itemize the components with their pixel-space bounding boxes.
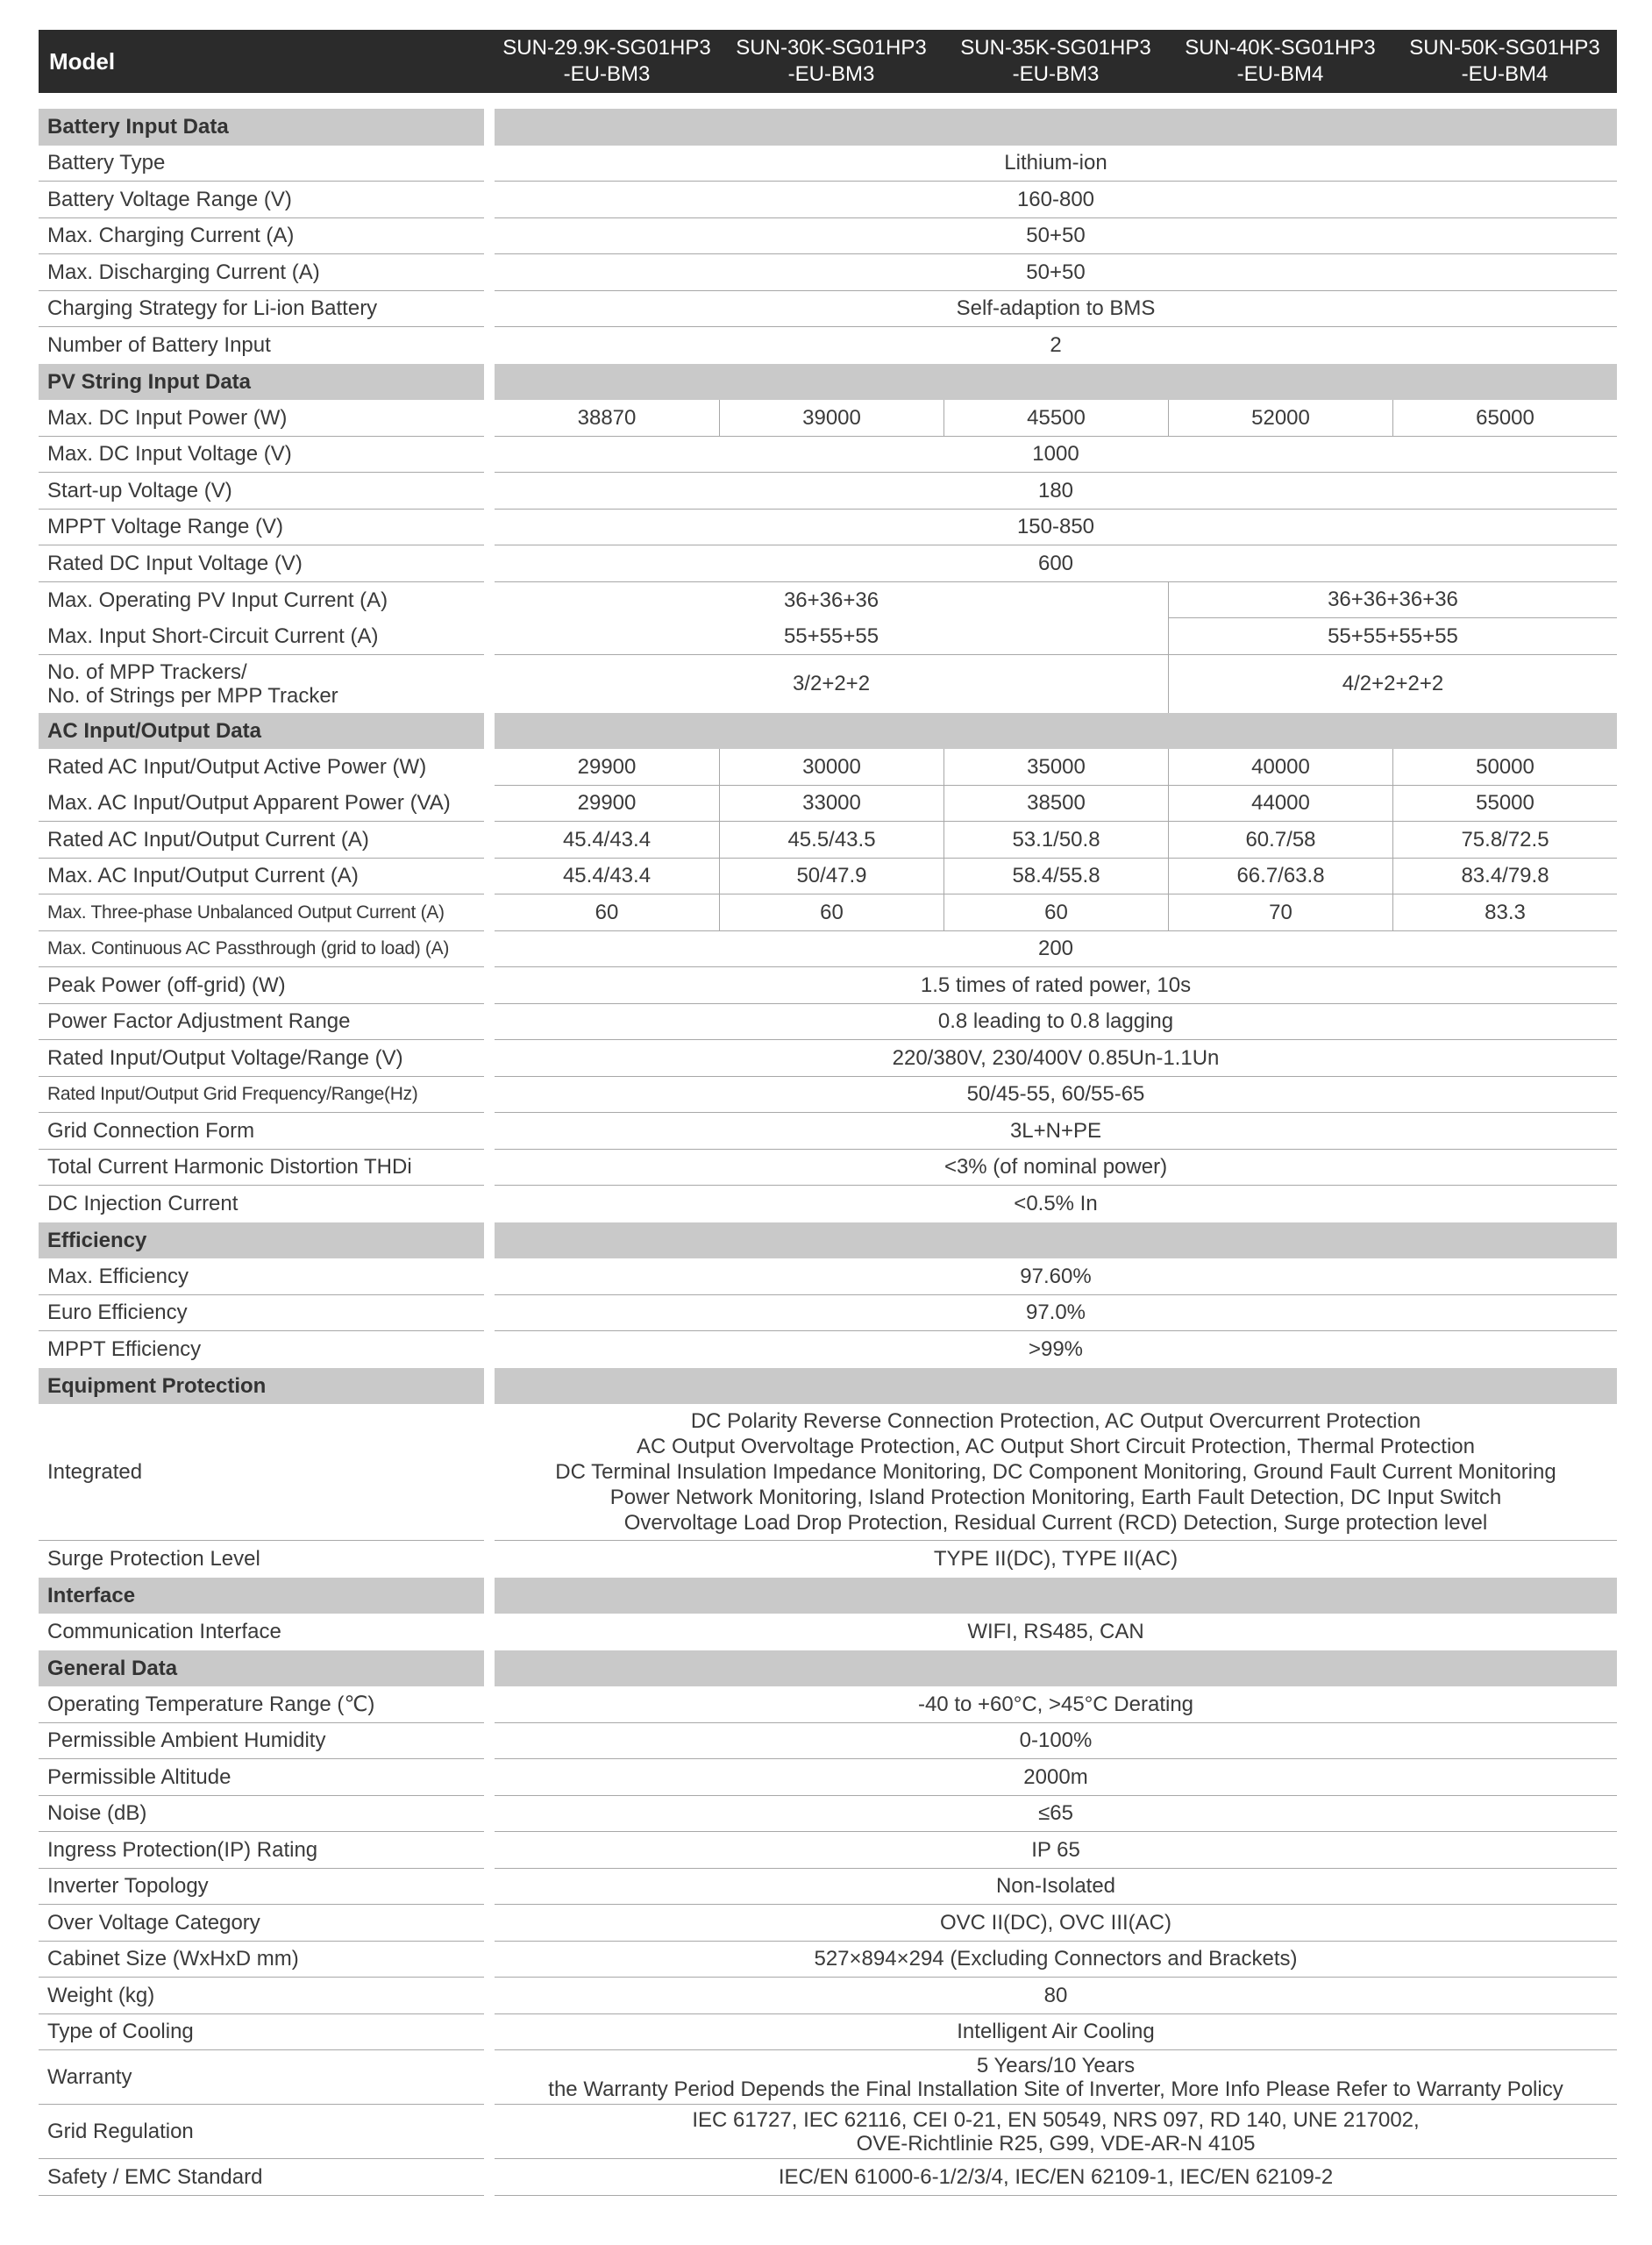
row-label: Grid Connection Form	[39, 1113, 484, 1150]
cell-value: 45.4/43.4	[495, 859, 719, 895]
row-value: Intelligent Air Cooling	[495, 2014, 1617, 2051]
spec-row	[39, 545, 1617, 582]
model-header-4: SUN-40K-SG01HP3 -EU-BM4	[1168, 30, 1392, 93]
section-ac	[39, 713, 1617, 750]
spec-row	[39, 400, 1617, 437]
cell-value: 75.8/72.5	[1392, 822, 1617, 859]
row-value: 150-850	[495, 510, 1617, 546]
row-label: Max. Input Short-Circuit Current (A)	[39, 618, 484, 655]
row-label: Number of Battery Input	[47, 333, 271, 358]
cell-value: 39000	[719, 400, 943, 437]
spec-row	[39, 894, 1617, 931]
row-value: 527×894×294 (Excluding Connectors and Brackets)	[495, 1942, 1617, 1978]
model-header-2: SUN-30K-SG01HP3 -EU-BM3	[719, 30, 943, 93]
row-label: Integrated	[39, 1404, 484, 1541]
row-value: 2000m	[495, 1759, 1617, 1796]
row-value: 97.0%	[495, 1295, 1617, 1332]
spec-row	[39, 582, 1617, 619]
row-label: Peak Power (off-grid) (W)	[39, 967, 484, 1004]
row-value-multiline: 5 Years/10 Years the Warranty Period Depends the Final Installation Site of Inverter, More Info Please Refer to Warranty Policy	[495, 2050, 1617, 2105]
model-header-5: SUN-50K-SG01HP3 -EU-BM4	[1392, 30, 1617, 93]
row-label: Grid Regulation	[39, 2105, 484, 2159]
spec-row	[39, 786, 1617, 823]
cell-value: 60	[943, 894, 1168, 931]
row-value: 50+50	[495, 254, 1617, 291]
spec-row	[39, 1331, 1617, 1368]
model-header-1: SUN-29.9K-SG01HP3 -EU-BM3	[495, 30, 719, 93]
spec-row	[39, 437, 1617, 474]
cell-value: 30000	[719, 749, 943, 786]
section-bar	[495, 109, 1617, 146]
row-value: 180	[495, 473, 1617, 510]
row-label: Type of Cooling	[39, 2014, 484, 2051]
spec-row	[39, 473, 1617, 510]
spec-row	[39, 1614, 1617, 1650]
row-value: IP 65	[495, 1832, 1617, 1869]
row-label: Start-up Voltage (V)	[39, 473, 484, 510]
spec-row	[39, 2014, 1617, 2051]
section-title: PV String Input Data	[39, 364, 484, 401]
spec-row	[39, 2159, 1617, 2196]
spec-row	[39, 1905, 1617, 1942]
model-header-label: Model	[39, 30, 484, 93]
spec-row	[39, 1404, 1617, 1541]
cell-value: 35000	[943, 749, 1168, 786]
spec-row	[39, 1541, 1617, 1578]
cell-value: 50000	[1392, 749, 1617, 786]
row-label: Max. Continuous AC Passthrough (grid to load) (A)	[39, 931, 484, 968]
spec-row	[39, 1723, 1617, 1760]
group-value-b: 55+55+55+55	[1168, 618, 1617, 655]
row-value: 160-800	[495, 182, 1617, 218]
spec-row	[39, 1040, 1617, 1077]
row-label: Rated Input/Output Grid Frequency/Range(Hz)	[39, 1077, 484, 1114]
row-label: Max. Charging Current (A)	[39, 218, 484, 255]
cell-value: 55000	[1392, 786, 1617, 823]
section-bar	[495, 1368, 1617, 1405]
row-label: Ingress Protection(IP) Rating	[39, 1832, 484, 1869]
cell-value: 44000	[1168, 786, 1392, 823]
row-value: 50/45-55, 60/55-65	[495, 1077, 1617, 1114]
row-label: Weight (kg)	[39, 1978, 484, 2014]
spec-row	[39, 655, 1617, 713]
cell-value: 45.5/43.5	[719, 822, 943, 859]
row-label: Noise (dB)	[39, 1796, 484, 1833]
cell-value: 60	[495, 894, 719, 931]
section-bar	[495, 1650, 1617, 1687]
row-label: DC Injection Current	[47, 1192, 239, 1216]
row-label: Battery Type	[39, 146, 484, 182]
row-label: Over Voltage Category	[39, 1905, 484, 1942]
row-label: Safety / EMC Standard	[39, 2159, 484, 2196]
spec-row	[39, 254, 1617, 291]
spec-row	[39, 822, 1617, 859]
row-label: Rated Input/Output Voltage/Range (V)	[39, 1040, 484, 1077]
cell-value: 70	[1168, 894, 1392, 931]
cell-value: 60.7/58	[1168, 822, 1392, 859]
row-value: OVC II(DC), OVC III(AC)	[495, 1905, 1617, 1942]
row-label: Max. Three-phase Unbalanced Output Current (A)	[39, 894, 484, 931]
section-title: Interface	[39, 1578, 484, 1614]
row-label: Max. Efficiency	[39, 1258, 484, 1295]
row-label: Cabinet Size (WxHxD mm)	[39, 1942, 484, 1978]
spec-row	[39, 146, 1617, 182]
row-label: Rated AC Input/Output Active Power (W)	[47, 755, 427, 780]
spec-row	[39, 1258, 1617, 1295]
spec-row	[39, 1869, 1617, 1906]
section-bar	[495, 1578, 1617, 1614]
row-label: Surge Protection Level	[47, 1547, 260, 1572]
cell-value: 38500	[943, 786, 1168, 823]
section-efficiency	[39, 1222, 1617, 1259]
section-protection	[39, 1368, 1617, 1405]
spec-row	[39, 2050, 1617, 2105]
model-header-3: SUN-35K-SG01HP3 -EU-BM3	[943, 30, 1168, 93]
group-value-a: 3/2+2+2	[792, 672, 871, 695]
header-gap	[484, 30, 495, 93]
row-value: -40 to +60°C, >45°C Derating	[495, 1686, 1617, 1723]
cell-value: 53.1/50.8	[943, 822, 1168, 859]
section-pv	[39, 364, 1617, 401]
row-label: Permissible Ambient Humidity	[39, 1723, 484, 1760]
group-value-a: 36+36+36	[783, 588, 879, 612]
cell-value: 29900	[495, 786, 719, 823]
section-title: Battery Input Data	[39, 109, 484, 146]
row-value: <0.5% In	[1014, 1192, 1098, 1216]
row-value: 600	[495, 545, 1617, 582]
row-value: TYPE II(DC), TYPE II(AC)	[933, 1547, 1178, 1572]
row-value: Self-adaption to BMS	[495, 291, 1617, 328]
group-value-b: 36+36+36+36	[1168, 582, 1617, 619]
spec-row	[39, 1759, 1617, 1796]
section-bar	[495, 713, 1617, 750]
spec-row	[39, 1186, 1617, 1222]
spec-row	[39, 1796, 1617, 1833]
section-title: General Data	[39, 1650, 484, 1687]
row-value: 0.8 leading to 0.8 lagging	[495, 1004, 1617, 1041]
row-label: Euro Efficiency	[39, 1295, 484, 1332]
spec-row	[39, 1295, 1617, 1332]
row-value-multiline: DC Polarity Reverse Connection Protection, AC Output Overcurrent Protection AC Output Overvoltage Protection, AC Output Short Circuit Protection, Thermal Protection DC Terminal Insulation Impedance Monitoring, DC Component Monitoring, Ground Fault Current Monitoring Power Network Monitoring, Island Protection Monitoring, Earth Fault Detection, DC Input Switch Overvoltage Load Drop Protection, Residual Current (RCD) Detection, Surge protection level	[495, 1404, 1617, 1541]
row-label: Inverter Topology	[39, 1869, 484, 1906]
row-label: Power Factor Adjustment Range	[39, 1004, 484, 1041]
spec-row	[39, 1150, 1617, 1187]
row-value: 200	[495, 931, 1617, 968]
section-interface	[39, 1578, 1617, 1614]
cell-value: 66.7/63.8	[1168, 859, 1392, 895]
spec-row	[39, 1113, 1617, 1150]
row-value: <3% (of nominal power)	[495, 1150, 1617, 1187]
row-label: Rated DC Input Voltage (V)	[39, 545, 484, 582]
cell-value: 50/47.9	[719, 859, 943, 895]
group-value-b: 4/2+2+2+2	[1168, 655, 1617, 713]
row-label: Permissible Altitude	[39, 1759, 484, 1796]
spec-table	[39, 30, 1617, 2196]
row-label: Operating Temperature Range (℃)	[39, 1686, 484, 1723]
row-value: 1000	[495, 437, 1617, 474]
section-title: Equipment Protection	[39, 1368, 484, 1405]
row-value: WIFI, RS485, CAN	[967, 1620, 1144, 1644]
row-label: MPPT Efficiency	[47, 1337, 202, 1362]
row-value: ≤65	[495, 1796, 1617, 1833]
spec-row	[39, 2105, 1617, 2159]
row-value: 2	[1050, 333, 1062, 358]
row-label: Rated AC Input/Output Current (A)	[39, 822, 484, 859]
row-value: >99%	[1028, 1337, 1084, 1362]
row-label: Max. AC Input/Output Apparent Power (VA)	[39, 786, 484, 823]
spec-row	[39, 1942, 1617, 1978]
row-label: Max. AC Input/Output Current (A)	[39, 859, 484, 895]
row-value: 50+50	[495, 218, 1617, 255]
spec-row	[39, 182, 1617, 218]
cell-value: 45500	[943, 400, 1168, 437]
spec-row	[39, 510, 1617, 546]
cell-value: 83.3	[1392, 894, 1617, 931]
cell-value: 60	[719, 894, 943, 931]
row-value: 3L+N+PE	[495, 1113, 1617, 1150]
row-value: IEC/EN 61000-6-1/2/3/4, IEC/EN 62109-1, IEC/EN 62109-2	[495, 2159, 1617, 2196]
spec-row	[39, 327, 1617, 364]
row-value: Lithium-ion	[495, 146, 1617, 182]
row-value: 0-100%	[495, 1723, 1617, 1760]
spec-row	[39, 931, 1617, 968]
spec-row	[39, 1832, 1617, 1869]
section-general	[39, 1650, 1617, 1687]
row-value: 97.60%	[495, 1258, 1617, 1295]
group-value-a: 55+55+55	[495, 618, 1168, 655]
spec-row	[39, 1004, 1617, 1041]
row-label: Battery Voltage Range (V)	[39, 182, 484, 218]
section-title: Efficiency	[39, 1222, 484, 1259]
header-row	[39, 30, 1617, 93]
spec-row	[39, 1978, 1617, 2014]
cell-value: 40000	[1168, 749, 1392, 786]
section-battery	[39, 109, 1617, 146]
row-label: Max. DC Input Voltage (V)	[39, 437, 484, 474]
row-value: 1.5 times of rated power, 10s	[495, 967, 1617, 1004]
spec-row	[39, 218, 1617, 255]
row-value: 220/380V, 230/400V 0.85Un-1.1Un	[495, 1040, 1617, 1077]
section-title: AC Input/Output Data	[39, 713, 484, 750]
cell-value: 29900	[495, 749, 719, 786]
row-label: No. of MPP Trackers/ No. of Strings per MPP Tracker	[47, 659, 338, 708]
section-bar	[495, 364, 1617, 401]
spec-row	[39, 749, 1617, 786]
row-label: Total Current Harmonic Distortion THDi	[39, 1150, 484, 1187]
cell-value: 58.4/55.8	[943, 859, 1168, 895]
cell-value: 38870	[495, 400, 719, 437]
section-bar	[495, 1222, 1617, 1259]
row-value-multiline: IEC 61727, IEC 62116, CEI 0-21, EN 50549, NRS 097, RD 140, UNE 217002, OVE-Richtlinie R25, G99, VDE-AR-N 4105	[495, 2105, 1617, 2159]
spacer-row	[39, 93, 1617, 109]
cell-value: 83.4/79.8	[1392, 859, 1617, 895]
spec-row	[39, 291, 1617, 328]
spec-row	[39, 618, 1617, 655]
row-label: Max. Operating PV Input Current (A)	[47, 588, 388, 612]
row-label: Charging Strategy for Li-ion Battery	[39, 291, 484, 328]
spec-row	[39, 859, 1617, 895]
row-label: MPPT Voltage Range (V)	[39, 510, 484, 546]
cell-value: 33000	[719, 786, 943, 823]
row-value: Non-Isolated	[495, 1869, 1617, 1906]
row-label: Max. DC Input Power (W)	[39, 400, 484, 437]
row-label: Communication Interface	[47, 1620, 281, 1644]
cell-value: 65000	[1392, 400, 1617, 437]
row-value: 80	[495, 1978, 1617, 2014]
cell-value: 45.4/43.4	[495, 822, 719, 859]
spec-row	[39, 1077, 1617, 1114]
spec-row	[39, 967, 1617, 1004]
cell-value: 52000	[1168, 400, 1392, 437]
row-label: Warranty	[39, 2050, 484, 2105]
row-label: Max. Discharging Current (A)	[39, 254, 484, 291]
spec-row	[39, 1686, 1617, 1723]
